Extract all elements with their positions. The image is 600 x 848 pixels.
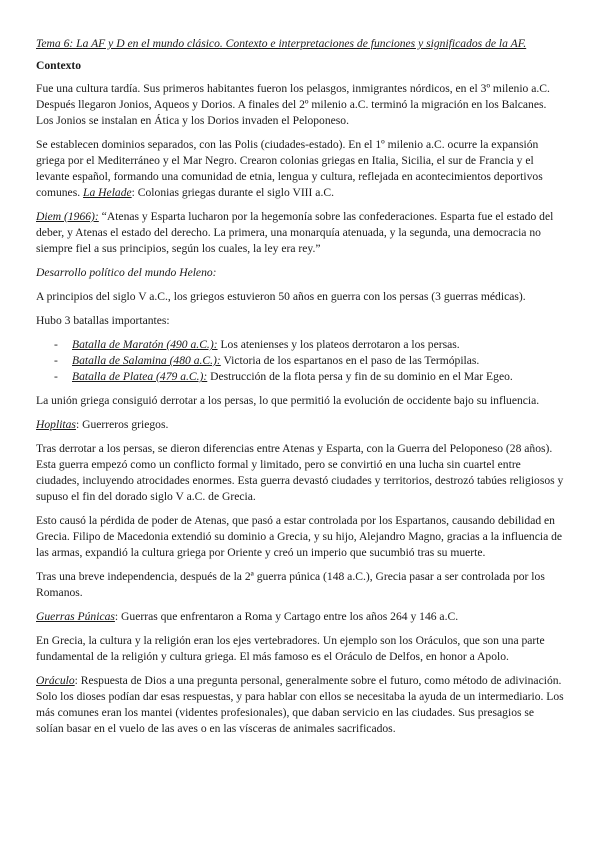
term-guerras-punicas-definition: : Guerras que enfrentaron a Roma y Cartago entre los años 264 y 146 a.C.: [114, 610, 459, 623]
paragraph-peloponnesian-war: Tras derrotar a los persas, se dieron diferencias entre Atenas y Esparta, con la Guerra del Peloponeso (28 años). Esta guerra empezó como un conflicto formal y limitado, pero se convirtió en una lucha sin cuartel entre ciudades, incluyendo atrocidades enormes. Esta guerra devastó ciudades y territorios, destrozó tabúes religiosos y supuso el fin del dorado siglo V a.C. de Grecia.: [36, 442, 564, 503]
paragraph-oraculo: [36, 673, 564, 737]
list-dash: -: [54, 370, 58, 383]
battle-name: Batalla de Maratón (490 a.C.):: [72, 338, 218, 351]
subheading-political-development: Desarrollo político del mundo Heleno:: [36, 266, 217, 279]
term-la-helade-definition: : Colonias griegas durante el siglo VIII a.C.: [131, 186, 334, 199]
paragraph-battles-intro: Hubo 3 batallas importantes:: [36, 314, 170, 327]
battle-name: Batalla de Platea (479 a.C.):: [72, 370, 208, 383]
paragraph-punic-wars: [36, 609, 564, 625]
paragraph-athens-decline: Esto causó la pérdida de poder de Atenas, que pasó a estar controlada por los Espartanos, causando debilidad en Grecia. Filipo de Macedonia extendió su dominio a Grecia, y su hijo, Alejandro Magno, gracias a la influencia de las armas, expandió la cultura griega por Oriente y creó un imperio que sucumbió tras su muerte.: [36, 514, 563, 559]
section-heading: Contexto: [36, 59, 82, 72]
citation-diem: Diem (1966):: [36, 210, 99, 223]
paragraph-culture-religion: En Grecia, la cultura y la religión eran los ejes vertebradores. Un ejemplo son los Oráculos, que son una parte fundamental de la religión y cultura griega. El más famoso es el Oráculo de Delfos, en honor a Apolo.: [36, 634, 545, 663]
term-oraculo-definition: : Respuesta de Dios a una pregunta personal, generalmente sobre el futuro, como método de adivinación. Solo los dioses podían dar esas respuestas, y para hablar con ellos se necesitaba la ayuda de un intermediario. Los más comunes eran los mantei (videntes profesionales), que daban servicio en las ciudades. Sus presagios se solían basar en el vuelo de las aves o en las vísceras de animales sacrificados.: [36, 674, 564, 735]
list-dash: -: [54, 338, 58, 351]
polis-text: Se establecen dominios separados, con las Polis (ciudades-estado). En el 1º milenio a.C. ocurre la expansión griega por el Mediterráneo y el Mar Negro. Crearon colonias griegas en Italia, Sicilia, el sur de Francia y el levante español, formando una comunidad de etnia, lengua y cultura, reflejada en acontecimientos deportivos comunes.: [36, 138, 543, 199]
paragraph-polis: [36, 137, 564, 201]
paragraph-greek-union: La unión griega consiguió derrotar a los persas, lo que permitió la evolución de occidente bajo su influencia.: [36, 394, 540, 407]
battle-description: Los atenienses y los plateos derrotaron a los persas.: [217, 338, 460, 351]
battle-description: Victoria de los espartanos en el paso de las Termópilas.: [220, 354, 480, 367]
term-guerras-punicas: Guerras Púnicas: [36, 610, 115, 623]
battle-description: Destrucción de la flota persa y fin de su dominio en el Mar Egeo.: [207, 370, 513, 383]
paragraph-roman-control: Tras una breve independencia, después de la 2ª guerra púnica (148 a.C.), Grecia pasar a ser controlada por los Romanos.: [36, 570, 545, 599]
term-la-helade: La Helade: [83, 186, 132, 199]
term-oraculo: Oráculo: [36, 674, 75, 687]
paragraph-medic-wars: A principios del siglo V a.C., los griegos estuvieron 50 años en guerra con los persas (3 guerras médicas).: [36, 290, 526, 303]
list-item-plataea: [36, 369, 564, 385]
battles-list: [36, 337, 564, 385]
battle-name: Batalla de Salamina (480 a.C.):: [72, 354, 221, 367]
paragraph-origins: Fue una cultura tardía. Sus primeros habitantes fueron los pelasgos, inmigrantes nórdicos, en el 3º milenio a.C. Después llegaron Jonios, Aqueos y Dorios. A finales del 2º milenio a.C. terminó la migración en los Balcanes. Los Jonios se instalan en Ática y los Dorios invaden el Peloponeso.: [36, 82, 550, 127]
term-hoplitas-definition: : Guerreros griegos.: [75, 418, 169, 431]
paragraph-diem-quote: [36, 209, 564, 257]
list-item-salamis: [36, 353, 564, 369]
paragraph-hoplitas: [36, 417, 564, 433]
quote-text: “Atenas y Esparta lucharon por la hegemonía sobre las confederaciones. Esparta fue el estado del deber, y Atenas el estado del derecho. La primera, una monarquía atenuada, y la segunda, una democracia no siempre fiel a sus principios, según los cuales, la ley era rey.”: [36, 210, 554, 255]
list-item-marathon: [36, 337, 564, 353]
document-title: Tema 6: La AF y D en el mundo clásico. Contexto e interpretaciones de funciones y significados de la AF.: [36, 37, 527, 50]
term-hoplitas: Hoplitas: [36, 418, 76, 431]
list-dash: -: [54, 354, 58, 367]
